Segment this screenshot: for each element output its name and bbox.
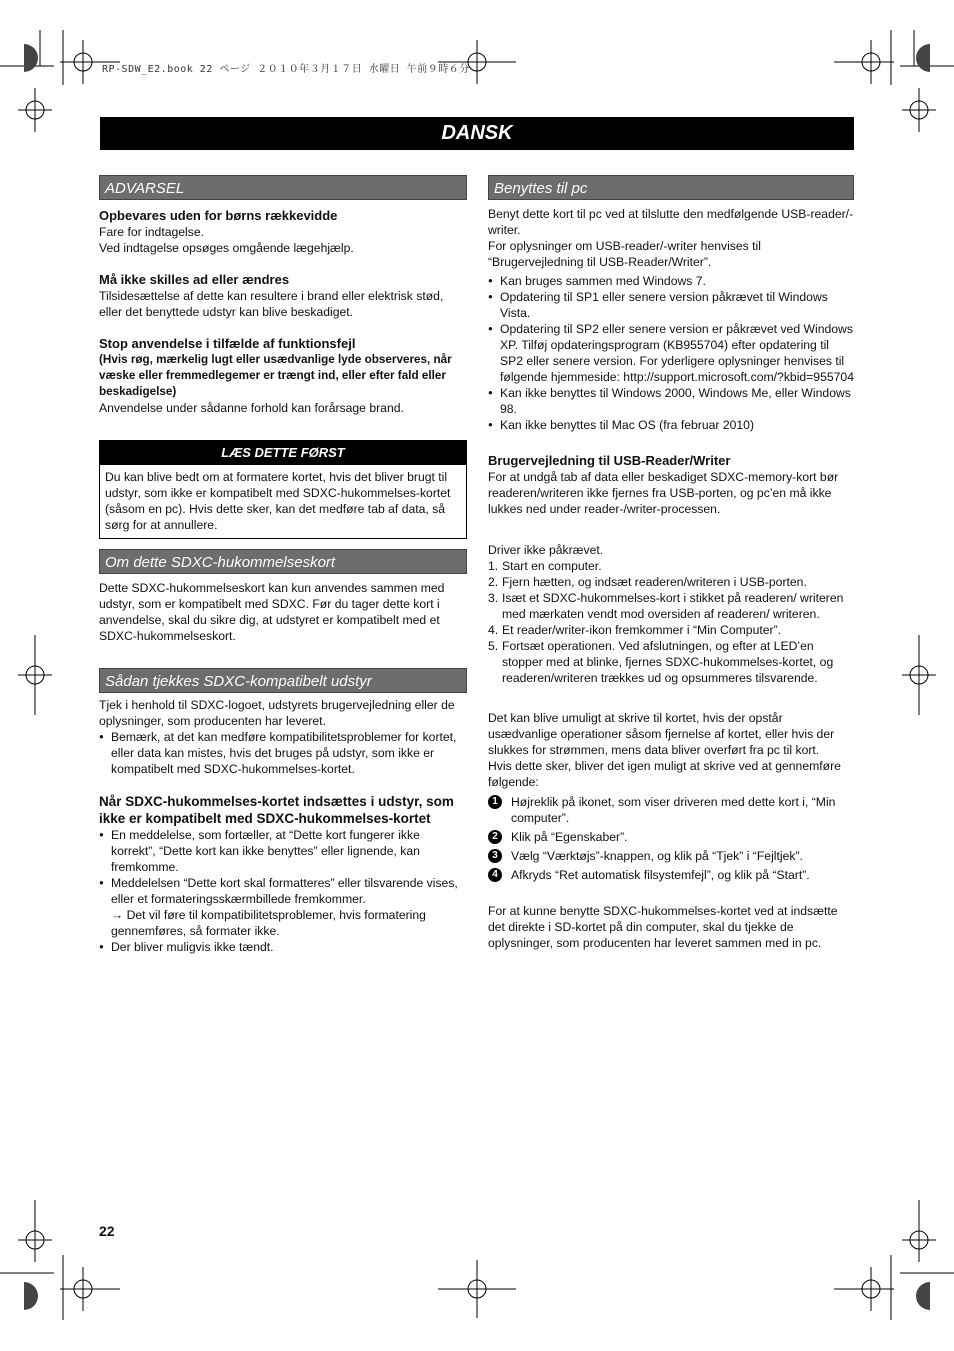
number-4-icon: 4 [488, 868, 502, 882]
left-column [99, 175, 467, 955]
list-item: 3. Isæt et SDXC-hukommelses-kort i stikket på readeren/ writeren med mærkaten vendt mod oversiden af readeren/ writeren. [488, 591, 844, 621]
print-header: RP-SDW_E2.book 22 ページ ２０１０年３月１７日 水曜日 午前９時６分 [102, 64, 470, 75]
list-item: ● Kan ikke benyttes til Windows 2000, Windows Me, eller Windows 98. [488, 385, 854, 417]
page-title: DANSK [100, 117, 854, 150]
bold-note: (Hvis røg, mærkelig lugt eller usædvanlige lyde observeres, når væske eller fremmedlegemer er trængt ind, eller efter fald eller beskadigelse) [99, 353, 452, 398]
list-item: ● Kan ikke benyttes til Mac OS (fra februar 2010) [488, 417, 854, 433]
section-head-saadan: Sådan tjekkes SDXC-kompatibelt udstyr [99, 668, 467, 693]
list-item: 2. Fjern hætten, og indsæt readeren/writeren i USB-porten. [488, 575, 807, 589]
right-column [488, 175, 854, 951]
heading: Stop anvendelse i tilfælde af funktionsfejl [99, 336, 356, 351]
number-3-icon: 3 [488, 849, 502, 863]
arrow-note: → Det vil føre til kompatibilitetsproblemer, hvis formatering gennemføres, så formater ikke. [111, 908, 426, 938]
list-item: ● Der bliver muligvis ikke tændt. [99, 939, 467, 955]
paragraph: Anvendelse under sådanne forhold kan forårsage brand. [99, 401, 404, 415]
heading: Må ikke skilles ad eller ændres [99, 272, 290, 287]
section-head-advarsel: ADVARSEL [99, 175, 467, 200]
paragraph: Hvis dette sker, bliver det igen muligt at skrive ved at gennemføre følgende: [488, 759, 841, 789]
paragraph: Dette SDXC-hukommelseskort kan kun anvendes sammen med udstyr, som er kompatibelt med SDXC. Før du tager dette kort i anvendelse, skal du sikre dig, at udstyret er kompatibelt med et SDXC-hukommelseskort. [99, 581, 445, 643]
list-item: 5. Fortsæt operationen. Ved afslutningen, og efter at LED’en stopper med at blinke, fjernes SDXC-hukommelses-kortet, og readeren/writeren trækkes ud og opsummeres tilsvarende. [488, 639, 834, 685]
read-first-title: LÆS DETTE FØRST [100, 441, 466, 465]
list-item: 1. Start en computer. [488, 559, 602, 573]
list-item: ● En meddelelse, som fortæller, at “Dette kort fungerer ikke korrekt”, “Dette kort kan ikke benyttes” eller lignende, kan fremkomme. [99, 827, 467, 875]
paragraph: For at kunne benytte SDXC-hukommelses-kortet ved at indsætte det direkte i SD-kortet på din computer, skal du tjekke de oplysninger, som producenten har leveret sammen med in pc. [488, 904, 838, 950]
page-number: 22 [99, 1223, 115, 1239]
section-head-benyttes: Benyttes til pc [488, 175, 854, 200]
list-item: ● Bemærk, at det kan medføre kompatibilitetsproblemer for kortet, eller data kan mistes, hvis det bruges på udstyr, som ikke er kompatibelt med SDXC-hukommelses-kortet. [99, 729, 467, 777]
paragraph: Driver ikke påkrævet. [488, 543, 604, 557]
list-item: ● Meddelelsen “Dette kort skal formatteres” eller tilsvarende vises, eller et formateringsskærmbillede fremkommer. [99, 875, 467, 907]
list-item: 4 Afkryds “Ret automatisk filsystemfejl”, og klik på “Start”. [488, 867, 854, 883]
paragraph: Fare for indtagelse. [99, 225, 205, 239]
paragraph: Det kan blive umuligt at skrive til kortet, hvis der opstår usædvanlige operationer såsom fjernelse af kortet, eller hvis der slukkes for strømmen, mens data bliver overført fra pc til kort. [488, 711, 835, 757]
section-head-om: Om dette SDXC-hukommelseskort [99, 549, 467, 574]
paragraph: Tilsidesættelse af dette kan resultere i brand eller elektrisk stød, eller det benyttede udstyr kan blive beskadiget. [99, 289, 444, 319]
paragraph: For at undgå tab af data eller beskadiget SDXC-memory-kort bør readeren/writeren ikke fjernes fra USB-porten, og pc’en må ikke lukkes ned under reader-/writer-processen. [488, 470, 839, 516]
heading: Når SDXC-hukommelses-kortet indsættes i udstyr, som ikke er kompatibelt med SDXC-hukommelses-kortet [99, 794, 454, 826]
list-item: ● Opdatering til SP2 eller senere version er påkrævet ved Windows XP. Tilføj opdateringsprogram (KB955704) efter opdatering til SP2 eller senere version. For yderligere oplysninger henvises til følgende hjemmeside: http://support.microsoft.com/?kbid=955704 [488, 321, 854, 385]
read-first-body: Du kan blive bedt om at formatere kortet, hvis det bliver brugt til udstyr, som ikke er kompatibelt med SDXC-hukommelses-kortet (såsom en pc). Hvis dette sker, kan det medføre tab af data, så sørg for at annullere. [105, 470, 451, 532]
list-item: ● Kan bruges sammen med Windows 7. [488, 273, 854, 289]
paragraph: For oplysninger om USB-reader/-writer henvises til “Brugervejledning til USB-Reader/Writer”. [488, 239, 761, 269]
list-item: 4. Et reader/writer-ikon fremkommer i “Min Computer”. [488, 623, 782, 637]
read-first-box [99, 440, 467, 539]
heading: Opbevares uden for børns rækkevidde [99, 208, 338, 223]
paragraph: Ved indtagelse opsøges omgående lægehjælp. [99, 241, 354, 255]
number-2-icon: 2 [488, 830, 502, 844]
list-item: 3 Vælg “Værktøjs”-knappen, og klik på “Tjek” i “Fejltjek”. [488, 848, 854, 864]
list-item: 1 Højreklik på ikonet, som viser driveren med dette kort i, “Min computer”. [488, 794, 854, 826]
paragraph: Benyt dette kort til pc ved at tilslutte den medfølgende USB-reader/-writer. [488, 207, 854, 237]
number-1-icon: 1 [488, 795, 502, 809]
list-item: ● Opdatering til SP1 eller senere version påkrævet til Windows Vista. [488, 289, 854, 321]
paragraph: Tjek i henhold til SDXC-logoet, udstyrets brugervejledning eller de oplysninger, som producenten har leveret. [99, 698, 455, 728]
list-item: 2 Klik på “Egenskaber”. [488, 829, 854, 845]
heading: Brugervejledning til USB-Reader/Writer [488, 453, 731, 468]
